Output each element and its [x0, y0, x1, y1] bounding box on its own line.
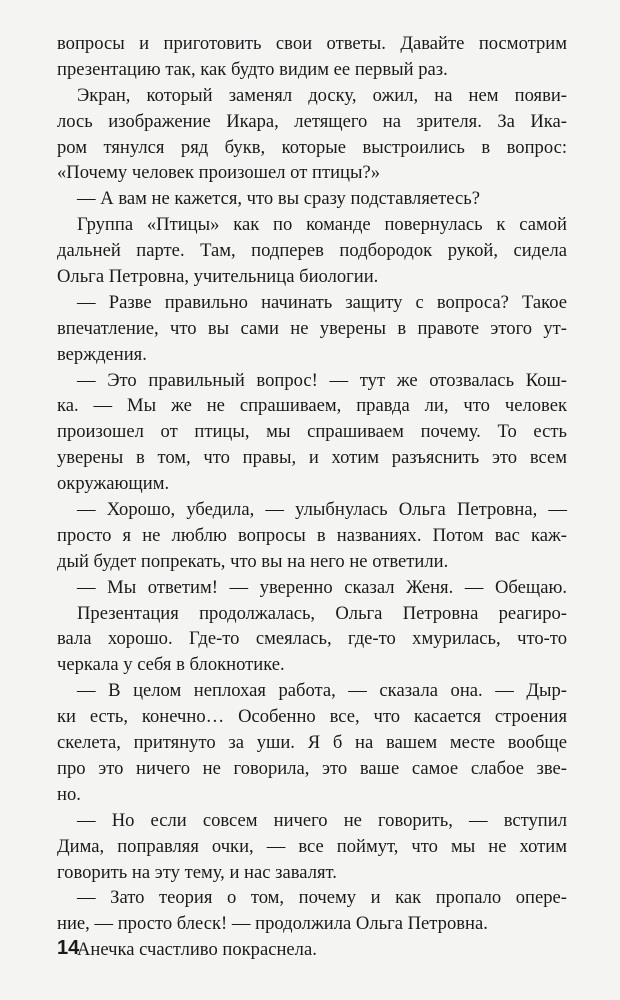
text-line: скелета, притянуто за уши. Я б на вашем месте вообще [57, 732, 567, 754]
text-line: Презентация продолжалась, Ольга Петровна реагиро- [77, 602, 567, 624]
text-line: — Разве правильно начинать защиту с вопроса? Такое [77, 291, 567, 313]
body-text [57, 31, 567, 963]
text-line: произошел от птицы, мы спрашиваем почему. То есть [57, 421, 567, 443]
text-line: — Но если совсем ничего не говорить, — вступил [77, 809, 567, 831]
text-line: — Это правильный вопрос! — тут же отозвалась Кош- [77, 369, 567, 391]
text-line: ки есть, конечно… Особенно все, что касается строения [57, 706, 567, 728]
text-line: про это ничего не говорила, это ваше самое слабое зве- [57, 757, 567, 779]
text-line: Ольга Петровна, учительница биологии. [57, 266, 379, 288]
text-line: говорить на эту тему, и нас завалят. [57, 861, 337, 883]
text-line: презентацию так, как будто видим ее первый раз. [57, 58, 448, 80]
text-line: дый будет попрекать, что вы на него не ответили. [57, 550, 449, 572]
text-line: «Почему человек произошел от птицы?» [57, 162, 381, 184]
text-line: Дима, поправляя очки, — все поймут, что мы не хотим [57, 835, 567, 857]
text-line: лось изображение Икара, летящего на зрителя. За Ика- [57, 110, 567, 132]
text-line: но. [57, 783, 81, 805]
text-line: верждения. [57, 343, 147, 365]
text-line: вала хорошо. Где-то смеялась, где-то хмурилась, что-то [57, 628, 567, 650]
text-line: ние, — просто блеск! — продолжила Ольга Петровна. [57, 913, 488, 935]
text-line: просто я не люблю вопросы в названиях. Потом вас каж- [57, 524, 567, 546]
text-line: Анечка счастливо покраснела. [77, 939, 317, 961]
text-line: Экран, который заменял доску, ожил, на нем появи- [77, 84, 567, 106]
page-number: 14 [57, 937, 80, 959]
text-line: ка. — Мы же не спрашиваем, правда ли, что человек [57, 395, 567, 417]
text-line: вопросы и приготовить свои ответы. Давайте посмотрим [57, 33, 567, 54]
text-line: впечатление, что вы сами не уверены в правоте этого ут- [57, 317, 567, 339]
text-line: окружающим. [57, 473, 170, 495]
text-line: уверены в том, что правы, и хотим разъяснить это всем [57, 447, 567, 469]
text-line: — Мы ответим! — уверенно сказал Женя. — Обещаю. [77, 576, 567, 598]
text-line: Группа «Птицы» как по команде повернулась к самой [77, 214, 567, 236]
text-line: — А вам не кажется, что вы сразу подставляетесь? [77, 188, 480, 210]
text-line: ром тянулся ряд букв, которые выстроились в вопрос: [57, 136, 567, 158]
text-line: черкала у себя в блокнотике. [57, 654, 285, 676]
text-line: — Хорошо, убедила, — улыбнулась Ольга Петровна, — [77, 499, 567, 521]
text-line: дальней парте. Там, подперев подбородок рукой, сидела [57, 240, 567, 262]
text-line: — В целом неплохая работа, — сказала она. — Дыр- [77, 680, 567, 702]
text-line: — Зато теория о том, почему и как пропало опере- [77, 887, 567, 909]
